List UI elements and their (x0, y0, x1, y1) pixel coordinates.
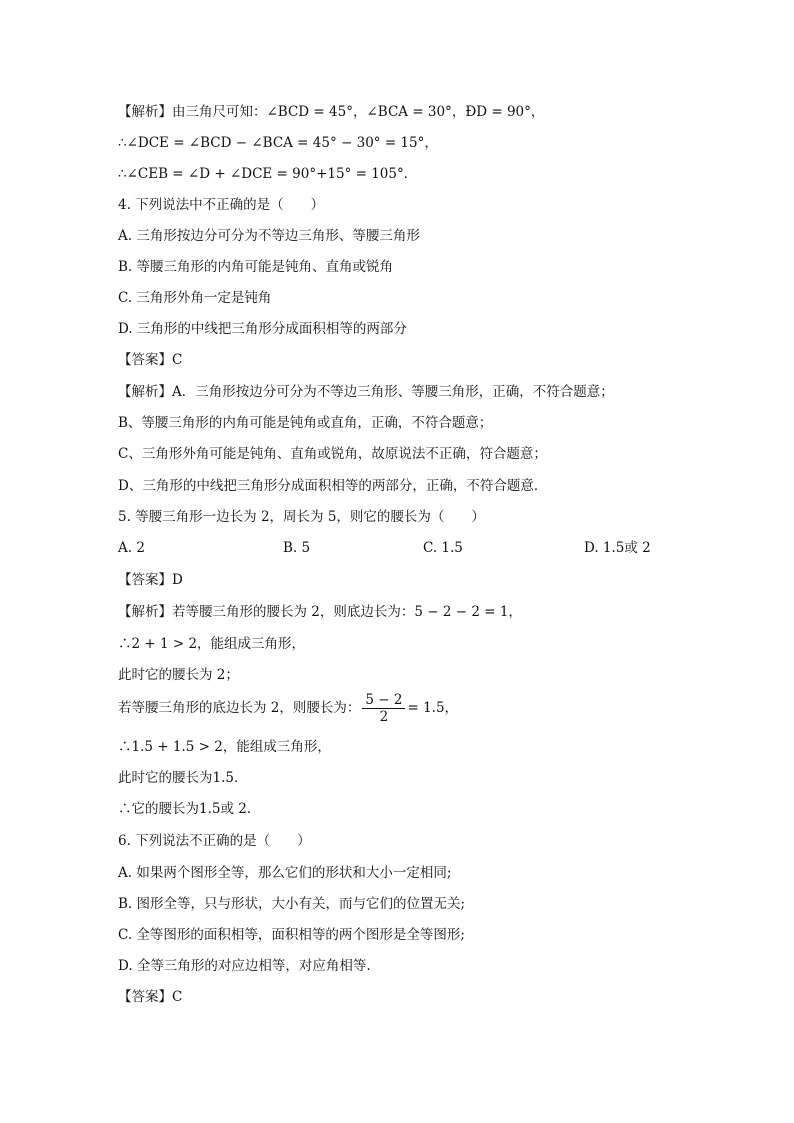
fraction (362, 692, 405, 725)
question-4-analysis-line-1: 【解析】A．三角形按边分可分为不等边三角形、等腰三角形，正确，不符合题意； (118, 384, 614, 400)
question-4-option-a: A. 三角形按边分可分为不等边三角形、等腰三角形 (118, 228, 420, 244)
question-5-analysis-line-3: 此时它的腰长为 2； (118, 667, 239, 683)
question-4-analysis-line-4: D、三角形的中线把三角形分成面积相等的两部分，正确，不符合题意． (118, 478, 548, 494)
question-6-stem: 6. 下列说法不正确的是（ ） (118, 833, 311, 849)
question-6-option-b: B. 图形全等，只与形状，大小有关，而与它们的位置无关; (118, 896, 466, 912)
question-4-stem: 4. 下列说法中不正确的是（ ） (118, 197, 325, 213)
question-5-option-b: B. 5 (283, 540, 311, 556)
question-4-analysis-line-3: C、三角形外角可能是钝角、直角或锐角，故原说法不正确，符合题意； (118, 446, 547, 462)
question-4-analysis-line-2: B、等腰三角形的内角可能是钝角或直角，正确，不符合题意； (118, 415, 493, 431)
analysis-3-line-3: ∴∠CEB = ∠D + ∠DCE = 90°+15° = 105°． (118, 166, 418, 182)
question-5-stem: 5. 等腰三角形一边长为 2，周长为 5，则它的腰长为（ ） (118, 509, 485, 525)
analysis-3-line-2: ∴∠DCE = ∠BCD − ∠BCA = 45° − 30° = 15°， (118, 135, 438, 151)
question-5-analysis-line-6: 此时它的腰长为1.5． (118, 770, 248, 786)
question-4-option-c: C. 三角形外角一定是钝角 (118, 290, 272, 306)
question-5-analysis-line-1: 【解析】若等腰三角形的腰长为 2，则底边长为：5 − 2 − 2 = 1， (118, 604, 522, 620)
question-4-answer: 【答案】C (118, 352, 183, 368)
question-5-option-a: A. 2 (118, 540, 145, 556)
fraction-line-prefix: 若等腰三角形的底边长为 2，则腰长为： (118, 700, 361, 716)
question-5-option-d: D. 1.5或 2 (584, 540, 651, 556)
analysis-3-line-1: 【解析】由三角尺可知：∠BCD = 45°，∠BCA = 30°，ÐD = 90°， (118, 104, 545, 120)
question-4-option-d: D. 三角形的中线把三角形分成面积相等的两部分 (118, 321, 407, 337)
fraction-denominator: 2 (379, 709, 389, 725)
question-4-option-b: B. 等腰三角形的内角可能是钝角、直角或锐角 (118, 259, 394, 275)
question-6-answer: 【答案】C (118, 989, 183, 1005)
question-5-analysis-line-2: ∴2 + 1 > 2，能组成三角形， (118, 636, 306, 652)
fraction-numerator: 5 − 2 (362, 692, 405, 709)
question-5-answer: 【答案】D (118, 572, 183, 588)
question-5-analysis-line-4 (118, 688, 458, 728)
question-5-option-c: C. 1.5 (423, 540, 463, 556)
question-6-option-c: C. 全等图形的面积相等，面积相等的两个图形是全等图形; (118, 927, 465, 943)
fraction-line-suffix: = 1.5， (407, 700, 459, 716)
question-6-option-d: D. 全等三角形的对应边相等，对应角相等. (118, 958, 371, 974)
question-5-analysis-line-7: ∴它的腰长为1.5或 2． (118, 801, 261, 817)
question-5-analysis-line-5: ∴1.5 + 1.5 > 2，能组成三角形， (118, 739, 331, 755)
question-6-option-a: A. 如果两个图形全等，那么它们的形状和大小一定相同; (118, 865, 452, 881)
